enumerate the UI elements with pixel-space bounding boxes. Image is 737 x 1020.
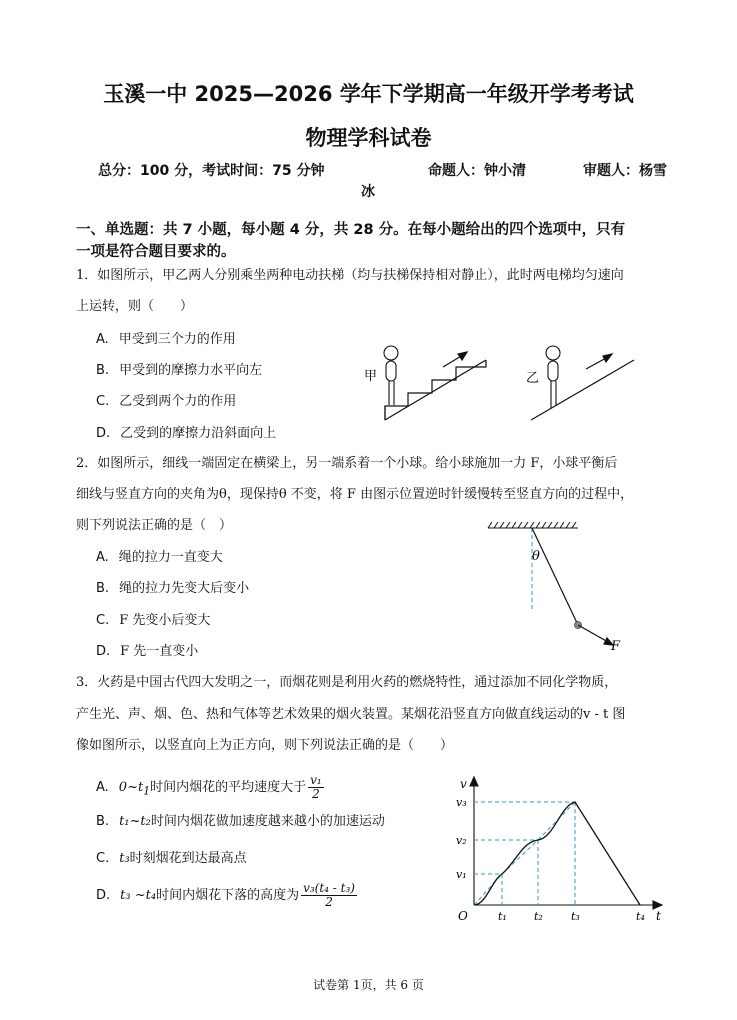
force-label: F	[611, 639, 621, 654]
section-heading-line1: 一、单选题：共 7 小题，每小题 4 分，共 28 分。在每小题给出的四个选项中，只有	[76, 222, 626, 238]
q2-option-a: A. 绳的拉力一直变大	[96, 550, 223, 565]
tick-t1: t₁	[498, 910, 507, 923]
q2-option-b: B. 绳的拉力先变大后变小	[96, 581, 250, 596]
tick-t3: t₃	[571, 910, 580, 923]
q3-option-a: A. $0\sim t_1$时间内烟花的平均速度大于 $\frac{\text{v₁}}{2}$	[96, 773, 322, 801]
tick-t2: t₂	[534, 910, 543, 923]
section-heading-line2: 一项是符合题目要求的。	[76, 244, 236, 260]
arrow-up-jia	[443, 352, 467, 367]
q3-stem-line1: 3．火药是中国古代四大发明之一，而烟花则是利用火药的燃烧特性，通过添加不同化学物质，	[76, 675, 618, 690]
page-footer: 试卷第 1页，共 6 页	[313, 978, 424, 992]
q3-stem-line2: 产生光、声、烟、色、热和气体等艺术效果的烟火装置。某烟花沿竖直方向做直线运动的v - t 图	[76, 707, 626, 722]
q3-option-d-fraction: $\frac{\text{v₃(t₄ - t₃)}}{2}$	[303, 881, 355, 909]
exam-meta-reviewer-wrap: 冰	[361, 184, 375, 200]
escalator-stairs	[385, 360, 486, 420]
tick-v1: v₁	[456, 868, 467, 881]
q1-option-b: B. 甲受到的摩擦力水平向左	[96, 363, 263, 378]
tick-t4: t₄	[636, 910, 645, 923]
q3-option-c: C. t₃时刻烟花到达最高点	[96, 851, 247, 866]
arrow-up-yi	[586, 354, 612, 369]
q2-pendulum-figure	[480, 518, 630, 658]
tick-v3: v₃	[456, 796, 467, 809]
q1-stem-line1: 1．如图所示，甲乙两人分别乘坐两种电动扶梯（均与扶梯保持相对静止），此时两电梯均匀速向	[76, 268, 624, 283]
exam-meta-score-time: 总分：100 分，考试时间：75 分钟	[98, 163, 325, 179]
q2-stem-line2: 细线与竖直方向的夹角为θ，现保持θ 不变，将 F 由图示位置逆时针缓慢转至竖直方向的过程中，	[76, 487, 634, 502]
q1-stem-line2: 上运转，则（ ）	[76, 299, 194, 314]
axis-label-t: t	[656, 909, 661, 923]
exam-subtitle: 物理学科试卷	[305, 126, 432, 150]
q1-option-c: C. 乙受到两个力的作用	[96, 394, 237, 409]
graph-axes	[470, 777, 662, 909]
exam-meta-author: 命题人：钟小清	[428, 163, 526, 179]
axis-label-v: v	[460, 777, 467, 791]
fig-label-yi: 乙	[526, 371, 540, 386]
q3-stem-line3: 像如图所示，以竖直向上为正方向，则下列说法正确的是（ ）	[76, 738, 454, 753]
person-jia	[384, 346, 398, 405]
q1-escalator-figure	[358, 340, 648, 425]
q3-option-d: D. t₃ ~t₄时间内烟花下落的高度为 $\frac{\text{v₃(t₄ - t₃)}}{2}$	[96, 881, 355, 909]
origin-label: O	[458, 909, 468, 923]
q1-option-a: A. 甲受到三个力的作用	[96, 332, 236, 347]
force-arrow	[578, 625, 613, 645]
ceiling-beam	[488, 522, 578, 528]
q3-vt-graph	[450, 770, 675, 928]
tick-v2: v₂	[456, 834, 467, 847]
theta-label: θ	[532, 549, 540, 564]
q3-option-a-fraction: $\frac{\text{v₁}}{2}$	[310, 773, 322, 801]
person-yi	[546, 346, 560, 408]
q2-option-c: C. F 先变小后变大	[96, 613, 211, 628]
q2-stem-line1: 2．如图所示，细线一端固定在横梁上，另一端系着一个小球。给小球施加一力 F，小球平衡后	[76, 456, 618, 471]
escalator-incline	[531, 360, 634, 420]
string-line	[532, 528, 578, 625]
exam-title: 玉溪一中 2025—2026 学年下学期高一年级开学考考试	[103, 82, 634, 106]
fig-label-jia: 甲	[364, 369, 378, 384]
q2-stem-line3: 则下列说法正确的是（ ）	[76, 518, 233, 533]
q1-option-d: D. 乙受到的摩擦力沿斜面向上	[96, 426, 277, 441]
exam-meta-reviewer: 审题人：杨雪	[583, 163, 667, 179]
q2-option-d: D. F 先一直变小	[96, 644, 199, 659]
q3-option-b: B. t₁~t₂时间内烟花做加速度越来越小的加速运动	[96, 814, 385, 829]
velocity-curve	[474, 802, 640, 905]
